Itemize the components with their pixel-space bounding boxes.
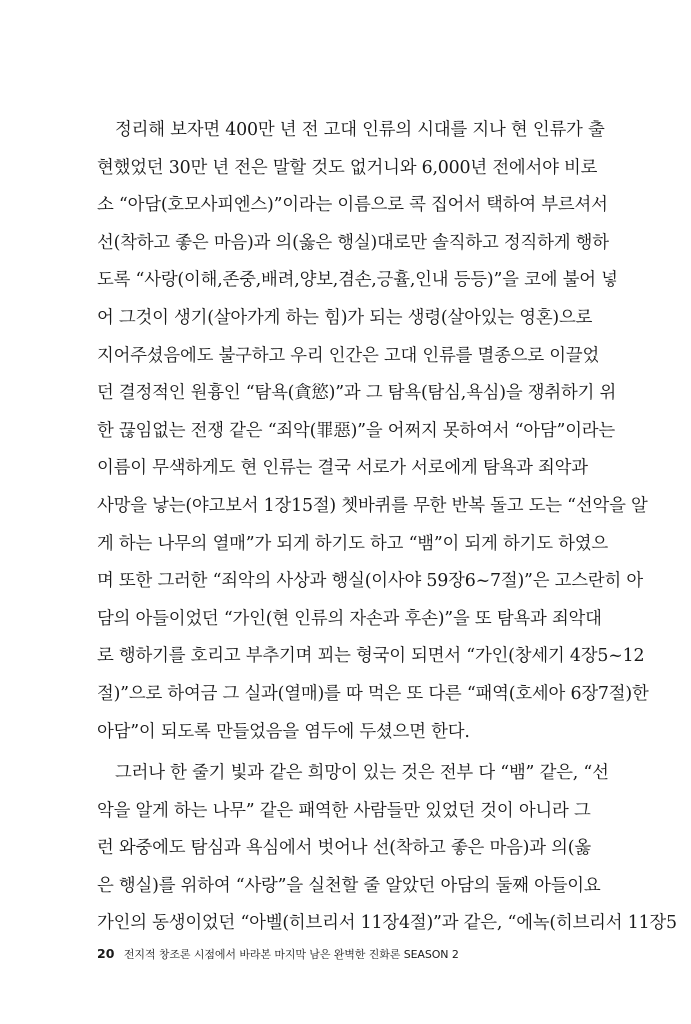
text-line: 현했었던 30만 년 전은 말할 것도 없거니와 6,000년 전에서야 비로 — [97, 157, 598, 178]
text-line: 정리해 보자면 400만 년 전 고대 인류의 시대를 지나 현 인류가 출 — [115, 120, 605, 140]
text-line: 그러나 한 줄기 빛과 같은 희망이 있는 것은 전부 다 “뱀” 같은, “선 — [115, 763, 609, 784]
text-line: 로 행하기를 호리고 부추기며 꾀는 형국이 되면서 “가인(창세기 4장5~12 — [97, 646, 645, 667]
body-text — [97, 112, 677, 943]
text-line: 악을 알게 하는 나무” 같은 패역한 사람들만 있었던 것이 아니라 그 — [97, 800, 591, 821]
text-line: 던 결정적인 원흉인 “탐욕(貪慾)”과 그 탐욕(탐심,욕심)을 쟁취하기 위 — [97, 383, 617, 404]
text-line: 가인의 동생이었던 “아벨(히브리서 11장4절)”과 같은, “에녹(히브리서 11장5 — [97, 913, 677, 934]
text-line: 한 끊임없는 전쟁 같은 “죄악(罪惡)”을 어쩌지 못하여서 “아담”이라는 — [97, 420, 615, 441]
text-line: 사망을 낳는(야고보서 1장15절) 쳇바퀴를 무한 반복 돌고 도는 “선악을 알 — [97, 495, 648, 516]
text-line: 게 하는 나무의 열매”가 되게 하기도 하고 “뱀”이 되게 하기도 하였으 — [97, 533, 608, 554]
text-line: 이름이 무색하게도 현 인류는 결국 서로가 서로에게 탐욕과 죄악과 — [97, 458, 588, 479]
text-line: 도록 “사랑(이해,존중,배려,양보,겸손,긍휼,인내 등등)”을 코에 불어 넣 — [97, 270, 618, 291]
text-line: 지어주셨음에도 불구하고 우리 인간은 고대 인류를 멸종으로 이끌었 — [97, 345, 600, 366]
text-line: 소 “아담(호모사피엔스)”이라는 이름으로 콕 집어서 택하여 부르셔서 — [97, 195, 608, 216]
text-line: 런 와중에도 탐심과 욕심에서 벗어나 선(착하고 좋은 마음)과 의(옳 — [97, 838, 591, 859]
text-line: 절)”으로 하여금 그 실과(열매)를 따 먹은 또 다른 “패역(호세아 6장7절)한 — [97, 683, 649, 704]
text-line: 담의 아들이었던 “가인(현 인류의 자손과 후손)”을 또 탐욕과 죄악대 — [97, 608, 602, 629]
running-title: 전지적 창조론 시점에서 바라본 마지막 남은 완벽한 진화론 SEASON 2 — [123, 948, 459, 961]
page-number: 20 — [97, 946, 115, 961]
page-footer — [97, 944, 577, 964]
text-line: 며 또한 그러한 “죄악의 사상과 행실(이사야 59장6~7절)”은 고스란히 아 — [97, 571, 643, 592]
text-line: 은 행실)를 위하여 “사랑”을 실천할 줄 알았던 아담의 둘째 아들이요 — [97, 875, 601, 896]
text-line: 아담”이 되도록 만들었음을 염두에 두셨으면 한다. — [97, 721, 470, 742]
text-line: 어 그것이 생기(살아가게 하는 힘)가 되는 생령(살아있는 영혼)으로 — [97, 307, 593, 328]
text-line: 선(착하고 좋은 마음)과 의(옳은 행실)대로만 솔직하고 정직하게 행하 — [97, 232, 609, 253]
